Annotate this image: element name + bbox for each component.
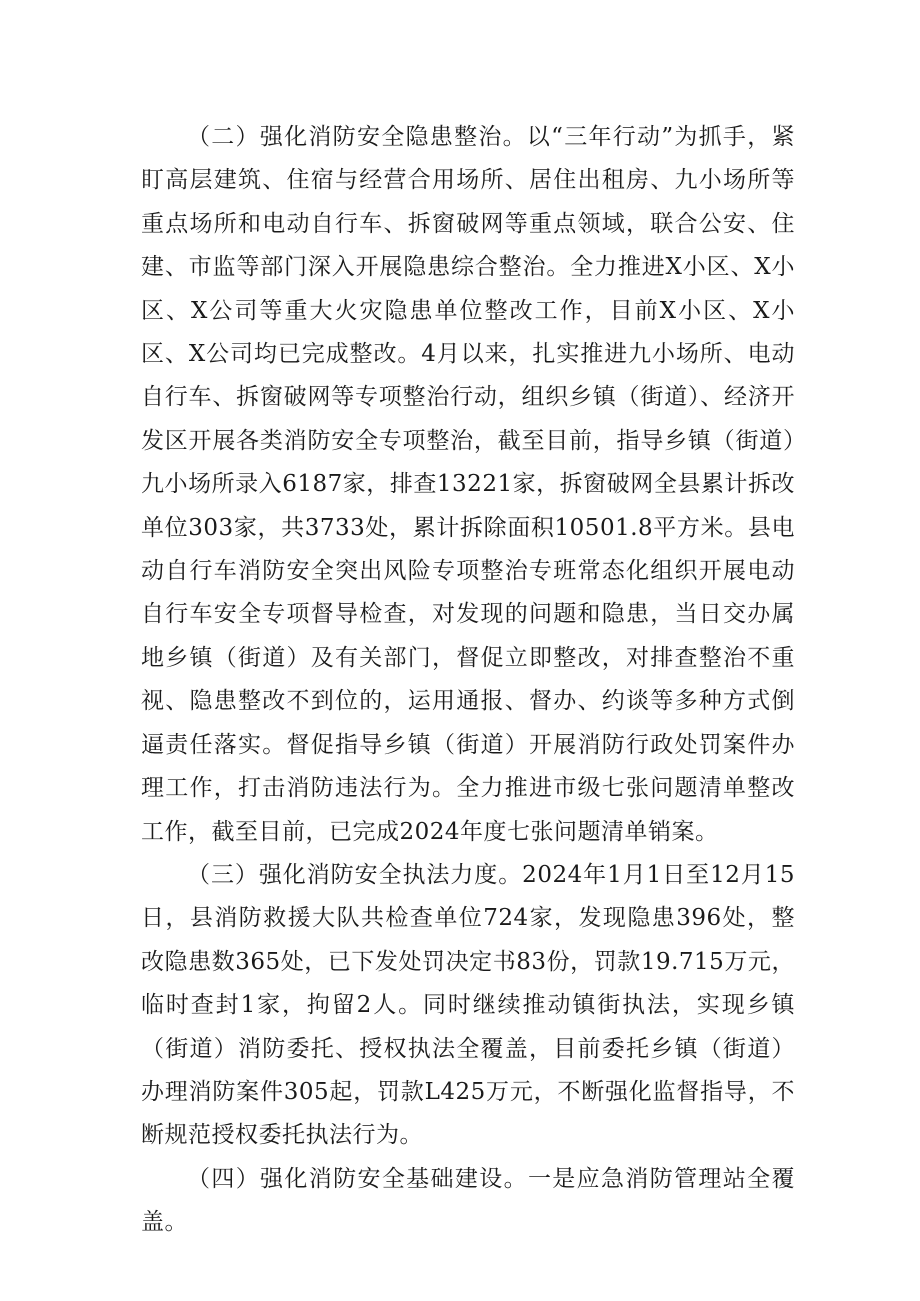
- paragraph-hazard-rectification: （二）强化消防安全隐患整治。以“三年行动”为抓手，紧盯高层建筑、住宿与经营合用场所、居住出租房、九小场所等重点场所和电动自行车、拆窗破网等重点领域，联合公安、住建、市监等部门深入开展隐患综合整治。全力推进X小区、X小区、X公司等重大火灾隐患单位整改工作，目前X小区、X小区、X公司均已完成整改。4月以来，扎实推进九小场所、电动自行车、拆窗破网等专项整治行动，组织乡镇（街道）、经济开发区开展各类消防安全专项整治，截至目前，指导乡镇（街道）九小场所录入6187家，排查13221家，拆窗破网全县累计拆改单位303家，共3733处，累计拆除面积10501.8平方米。县电动自行车消防安全突出风险专项整治专班常态化组织开展电动自行车安全专项督导检查，对发现的问题和隐患，当日交办属地乡镇（街道）及有关部门，督促立即整改，对排查整治不重视、隐患整改不到位的，运用通报、督办、约谈等多种方式倒逼责任落实。督促指导乡镇（街道）开展消防行政处罚案件办理工作，打击消防违法行为。全力推进市级七张问题清单整改工作，截至目前，已完成2024年度七张问题清单销案。: [141, 124, 795, 845]
- document-body: [141, 116, 795, 1245]
- paragraph-law-enforcement: （三）强化消防安全执法力度。2024年1月1日至12月15日，县消防救援大队共检查单位724家，发现隐患396处，整改隐患数365处，已下发处罚决定书83份，罚款19.715万元，临时查封1家，拘留2人。同时继续推动镇街执法，实现乡镇（街道）消防委托、授权执法全覆盖，目前委托乡镇（街道）办理消防案件305起，罚款L425万元，不断强化监督指导，不断规范授权委托执法行为。: [141, 861, 795, 1149]
- paragraph-infrastructure: （四）强化消防安全基础建设。一是应急消防管理站全覆盖。: [141, 1165, 795, 1236]
